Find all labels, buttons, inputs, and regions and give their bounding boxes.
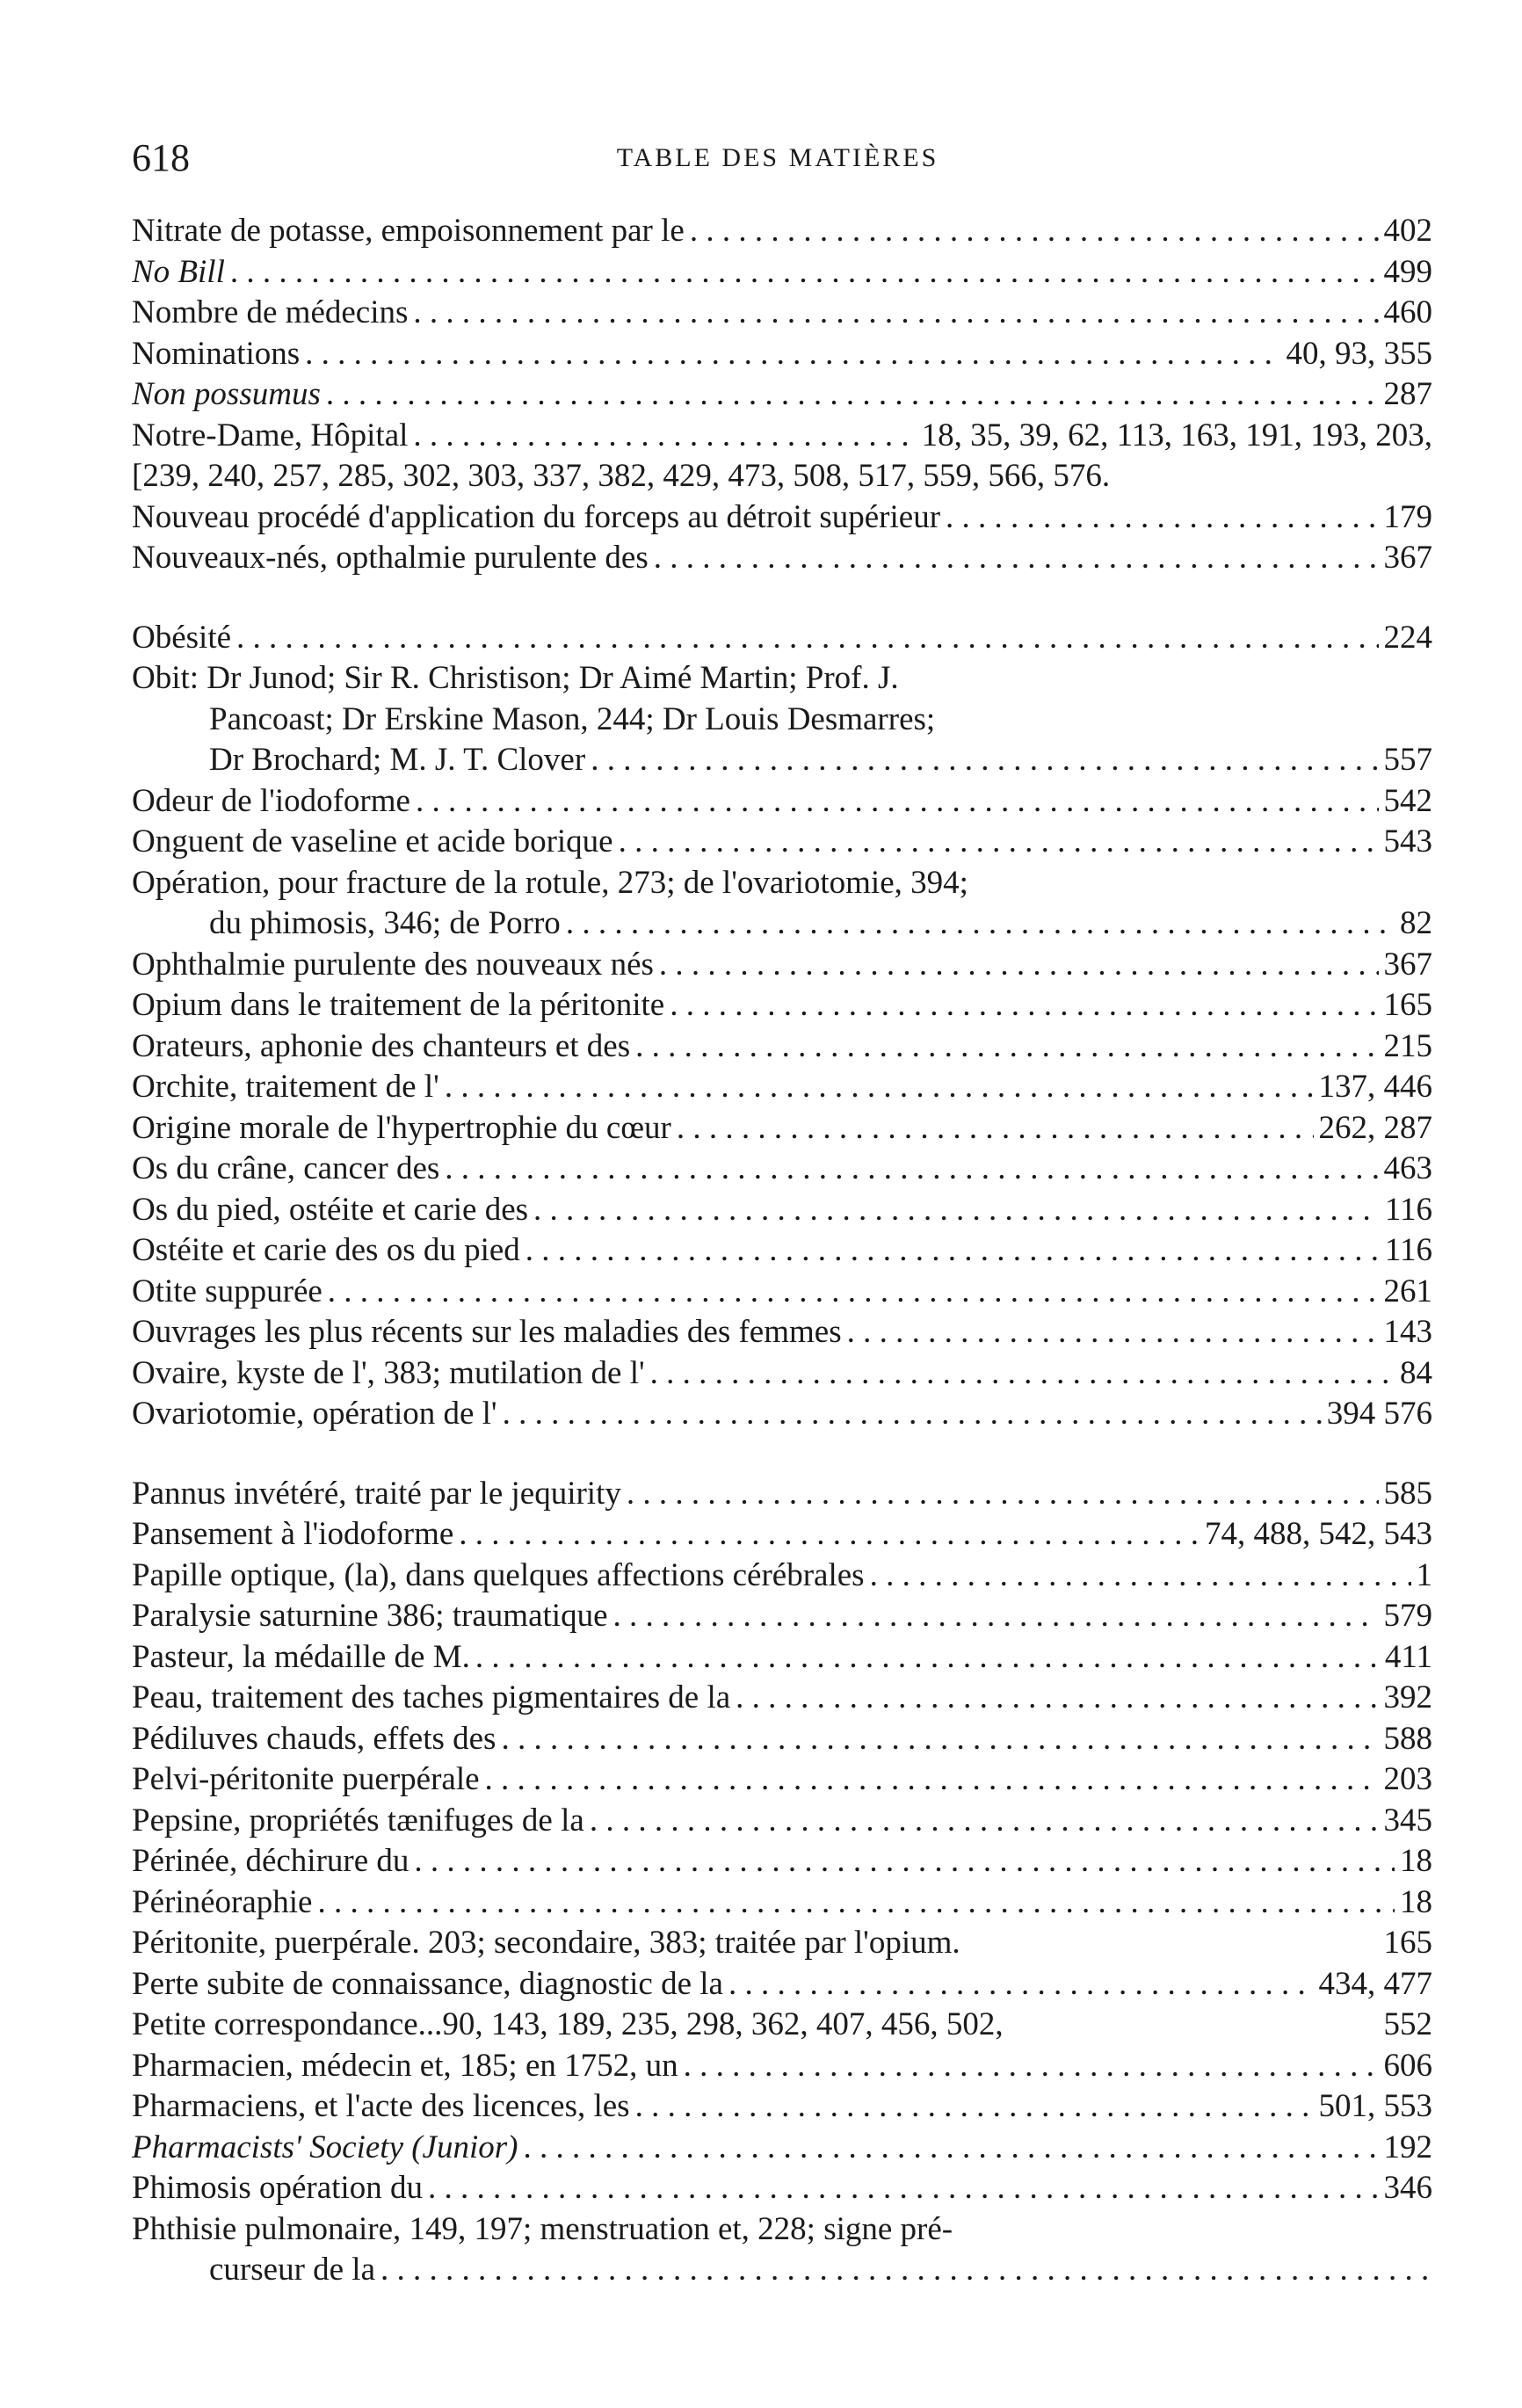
dot-leader [635, 1026, 1378, 1068]
page-refs: 287 [1383, 376, 1432, 412]
index-entry [132, 1678, 1432, 1719]
page-refs: 463 [1383, 1150, 1432, 1186]
dot-leader [591, 740, 1378, 781]
entry-text: Ostéite et carie des os du pied [132, 1232, 520, 1268]
dot-leader [650, 1353, 1395, 1395]
index-line [132, 1514, 1432, 1556]
page-refs: 224 [1383, 619, 1432, 656]
dot-leader [475, 1637, 1380, 1679]
dot-leader [677, 1108, 1314, 1150]
index-line [132, 740, 1432, 781]
page-number: 618 [132, 136, 190, 179]
index-line [132, 863, 1432, 904]
index-line [132, 1230, 1432, 1272]
page-refs: 501, 553 [1318, 2088, 1432, 2124]
entry-text: Pharmacists' Society (Junior) [132, 2129, 518, 2165]
page-refs: 557 [1383, 742, 1432, 778]
page-refs: 499 [1383, 253, 1432, 290]
page-refs: 179 [1383, 498, 1432, 535]
page-refs: 460 [1383, 294, 1432, 330]
dot-leader [533, 1190, 1380, 1231]
index-entry [132, 1108, 1432, 1150]
index-line [132, 2086, 1432, 2128]
dot-leader [627, 1474, 1379, 1515]
index-entry [132, 1353, 1432, 1395]
entry-text: Péritonite, puerpérale. 203; secondaire, 383; traitée par l'opium. [132, 1925, 960, 1961]
entry-text: [239, 240, 257, 285, 302, 303, 337, 382, 429, 473, 508, 517, 559, 566, 576. [132, 458, 1111, 494]
index-line [132, 985, 1432, 1026]
dot-leader [690, 211, 1379, 252]
entry-text: Os du crâne, cancer des [132, 1150, 440, 1186]
index-line [132, 1394, 1432, 1435]
index-entry [132, 1964, 1432, 2005]
page-refs: 262, 287 [1318, 1109, 1432, 1146]
dot-leader [445, 1149, 1378, 1190]
entry-text: Orateurs, aphonie des chanteurs et des [132, 1027, 631, 1064]
page-refs: 585 [1383, 1475, 1432, 1512]
index-line [132, 211, 1432, 252]
entry-text: Ophthalmie purulente des nouveaux nés [132, 946, 654, 983]
page-refs: 261 [1383, 1273, 1432, 1309]
index-section [132, 211, 1432, 579]
dot-leader [670, 985, 1378, 1026]
entry-text: Pasteur, la médaille de M. [132, 1638, 470, 1675]
entry-text: Pharmacien, médecin et, 185; en 1752, un [132, 2047, 678, 2084]
dot-leader [317, 1882, 1395, 1924]
dot-leader [501, 1719, 1378, 1760]
entry-text: No Bill [132, 253, 225, 290]
index-line [132, 1190, 1432, 1231]
entry-text: Pepsine, propriétés tænifuges de la [132, 1802, 584, 1839]
index-line [132, 456, 1432, 497]
entry-text: Opium dans le traitement de la péritonite [132, 987, 665, 1023]
page-refs: 411 [1384, 1638, 1432, 1675]
dot-leader [870, 1556, 1411, 1597]
page-refs: 137, 446 [1318, 1069, 1432, 1105]
dot-leader [326, 374, 1379, 416]
index-line [132, 618, 1432, 659]
index-entry [132, 822, 1432, 863]
entry-text: Pannus invétéré, traité par le jequirity [132, 1475, 621, 1512]
dot-leader [503, 1394, 1322, 1435]
page-refs: 392 [1383, 1679, 1432, 1715]
index-line [132, 2005, 1432, 2046]
index-entry [132, 211, 1432, 252]
index-body [132, 211, 1432, 2291]
entry-text: Opération, pour fracture de la rotule, 273; de l'ovariotomie, 394; [132, 864, 968, 901]
index-line [132, 497, 1432, 539]
index-line [132, 1312, 1432, 1353]
index-entry [132, 416, 1432, 497]
entry-text: Perte subite de connaissance, diagnostic de la [132, 1965, 723, 2002]
page-refs: 18 [1400, 1843, 1432, 1879]
index-entry [132, 2209, 1432, 2291]
dot-leader [847, 1312, 1379, 1353]
dot-leader [230, 252, 1379, 294]
dot-leader [736, 1678, 1378, 1719]
dot-leader [416, 781, 1379, 823]
index-line [132, 538, 1432, 579]
index-line [132, 2250, 1432, 2291]
index-line [132, 2168, 1432, 2209]
entry-text: Orchite, traitement de l' [132, 1069, 439, 1105]
entry-text: Papille optique, (la), dans quelques affections cérébrales [132, 1556, 865, 1593]
page-refs: 215 [1383, 1027, 1432, 1064]
index-line [132, 293, 1432, 334]
index-line [132, 658, 1432, 700]
index-line [132, 700, 1432, 741]
index-entry [132, 1394, 1432, 1435]
page-refs: 606 [1383, 2047, 1432, 2084]
page-refs: 116 [1384, 1232, 1432, 1268]
dot-leader [485, 1759, 1379, 1801]
index-entry [132, 2005, 1432, 2046]
page-header [132, 132, 1424, 185]
dot-leader [566, 903, 1395, 945]
page-refs: 116 [1384, 1191, 1432, 1228]
dot-leader [459, 1514, 1199, 1556]
index-entry [132, 985, 1432, 1026]
entry-text: Paralysie saturnine 386; traumatique [132, 1598, 608, 1634]
index-entry [132, 1190, 1432, 1231]
index-entry [132, 374, 1432, 416]
index-line [132, 1026, 1432, 1068]
dot-leader [635, 2086, 1314, 2128]
index-line [132, 1637, 1432, 1679]
index-line [132, 781, 1432, 823]
index-entry [132, 945, 1432, 986]
running-head: TABLE DES MATIÈRES [616, 143, 939, 172]
index-entry [132, 1841, 1432, 1882]
page-refs: 82 [1400, 905, 1432, 941]
dot-leader [428, 2168, 1379, 2209]
entry-text: Pancoast; Dr Erskine Mason, 244; Dr Louis Desmarres; [209, 700, 936, 737]
entry-text: Phthisie pulmonaire, 149, 197; menstruation et, 228; signe pré- [132, 2210, 953, 2247]
index-entry [132, 1149, 1432, 1190]
entry-text: Origine morale de l'hypertrophie du cœur [132, 1109, 671, 1146]
index-line [132, 334, 1432, 375]
index-entry [132, 1312, 1432, 1353]
page-refs: 143 [1383, 1314, 1432, 1350]
index-entry [132, 2046, 1432, 2087]
page-refs: 552 [1383, 2006, 1432, 2042]
page-refs: 84 [1400, 1354, 1432, 1391]
index-line [132, 1841, 1432, 1882]
index-line [132, 1067, 1432, 1108]
index-line [132, 1149, 1432, 1190]
index-line [132, 822, 1432, 863]
index-line [132, 2128, 1432, 2169]
entry-text: Notre-Dame, Hôpital [132, 417, 409, 453]
index-entry [132, 1596, 1432, 1637]
index-line [132, 1923, 1432, 1964]
index-entry [132, 1067, 1432, 1108]
page-refs: 367 [1383, 540, 1432, 576]
index-line [132, 1596, 1432, 1637]
entry-text: Petite correspondance...90, 143, 189, 235, 298, 362, 407, 456, 502, [132, 2006, 1004, 2042]
page-refs: 394 576 [1326, 1396, 1432, 1432]
entry-text: Nouveaux-nés, opthalmie purulente des [132, 540, 649, 576]
dot-leader [445, 1067, 1314, 1108]
entry-text: curseur de la [209, 2252, 376, 2288]
index-entry [132, 293, 1432, 334]
entry-text: Onguent de vaseline et acide borique [132, 823, 613, 859]
entry-text: Pédiluves chauds, effets des [132, 1720, 496, 1757]
index-entry [132, 252, 1432, 294]
index-entry [132, 1230, 1432, 1272]
page-refs: 18 [1400, 1883, 1432, 1920]
index-line [132, 1801, 1432, 1842]
dot-leader [380, 2250, 1427, 2291]
entry-text: Nitrate de potasse, empoisonnement par le [132, 213, 685, 249]
entry-text: Phimosis opération du [132, 2170, 423, 2206]
entry-text: Pelvi-péritonite puerpérale [132, 1761, 480, 1797]
index-entry [132, 781, 1432, 823]
index-entry [132, 1474, 1432, 1515]
page-refs: 579 [1383, 1598, 1432, 1634]
index-entry [132, 618, 1432, 659]
index-line [132, 374, 1432, 416]
entry-text: du phimosis, 346; de Porro [209, 905, 561, 941]
index-line [132, 1353, 1432, 1395]
dot-leader [654, 538, 1379, 579]
dot-leader [728, 1964, 1314, 2005]
index-entry [132, 863, 1432, 945]
index-line [132, 1759, 1432, 1801]
index-entry [132, 334, 1432, 375]
index-entry [132, 497, 1432, 539]
dot-leader [613, 1596, 1379, 1637]
entry-text: Dr Brochard; M. J. T. Clover [209, 742, 586, 778]
entry-text: Obit: Dr Junod; Sir R. Christison; Dr Aimé Martin; Prof. J. [132, 660, 899, 696]
entry-text: Os du pied, ostéite et carie des [132, 1191, 529, 1228]
dot-leader [684, 2046, 1379, 2087]
dot-leader [414, 1841, 1395, 1882]
page-refs: 402 [1383, 213, 1432, 249]
index-line [132, 1556, 1432, 1597]
index-line [132, 945, 1432, 986]
entry-text: Périnéoraphie [132, 1883, 313, 1920]
index-entry [132, 1719, 1432, 1760]
dot-leader [525, 1230, 1380, 1272]
entry-text: Ouvrages les plus récents sur les maladies des femmes [132, 1314, 842, 1350]
index-entry [132, 658, 1432, 781]
entry-text: Ovaire, kyste de l', 383; mutilation de l' [132, 1354, 645, 1391]
dot-leader [413, 416, 916, 457]
entry-text: Pharmaciens, et l'acte des licences, les [132, 2088, 630, 2124]
dot-leader [413, 293, 1378, 334]
entry-text: Nouveau procédé d'application du forceps au détroit supérieur [132, 498, 941, 535]
entry-text: Nombre de médecins [132, 294, 409, 330]
entry-text: Non possumus [132, 376, 321, 412]
index-section [132, 618, 1432, 1435]
index-line [132, 252, 1432, 294]
page-refs: 346 [1383, 2170, 1432, 2206]
index-section [132, 1474, 1432, 2291]
page-refs: 434, 477 [1318, 1965, 1432, 2002]
dot-leader [946, 497, 1378, 539]
entry-text: Pansement à l'iodoforme [132, 1516, 454, 1552]
index-entry [132, 1801, 1432, 1842]
page-refs: 367 [1383, 946, 1432, 983]
page-refs: 542 [1383, 782, 1432, 819]
entry-text: Obésité [132, 619, 232, 656]
index-entry [132, 2128, 1432, 2169]
index-line [132, 903, 1432, 945]
index-entry [132, 1759, 1432, 1801]
entry-text: Nominations [132, 335, 301, 372]
entry-text: Ovariotomie, opération de l' [132, 1396, 497, 1432]
page-refs: 203 [1383, 1761, 1432, 1797]
index-entry [132, 1556, 1432, 1597]
page-refs: 40, 93, 355 [1286, 335, 1432, 372]
index-line [132, 1964, 1432, 2005]
page-refs: 74, 488, 542, 543 [1205, 1516, 1432, 1552]
index-entry [132, 538, 1432, 579]
index-line [132, 2209, 1432, 2251]
dot-leader [590, 1801, 1379, 1842]
index-entry [132, 2168, 1432, 2209]
index-entry [132, 1637, 1432, 1679]
dot-leader [328, 1272, 1379, 1313]
page-refs: 588 [1383, 1720, 1432, 1757]
dot-leader [619, 822, 1379, 863]
page-refs: 1 [1416, 1556, 1432, 1593]
page-refs: 165 [1383, 987, 1432, 1023]
entry-text: Peau, traitement des taches pigmentaires de la [132, 1679, 731, 1715]
entry-text: Odeur de l'iodoforme [132, 782, 410, 819]
index-line [132, 1678, 1432, 1719]
dot-leader [523, 2128, 1378, 2169]
dot-leader [236, 618, 1378, 659]
index-line [132, 416, 1432, 457]
dot-leader [659, 945, 1379, 986]
index-entry [132, 1272, 1432, 1313]
page-refs: 18, 35, 39, 62, 113, 163, 191, 193, 203, [921, 417, 1432, 453]
index-line [132, 1272, 1432, 1313]
index-entry [132, 1882, 1432, 1924]
entry-text: Périnée, déchirure du [132, 1843, 409, 1879]
dot-leader [305, 334, 1280, 375]
index-entry [132, 1514, 1432, 1556]
index-line [132, 1882, 1432, 1924]
index-entry [132, 1026, 1432, 1068]
index-line [132, 1474, 1432, 1515]
page-refs: 192 [1383, 2129, 1432, 2165]
index-line [132, 1719, 1432, 1760]
index-line [132, 1108, 1432, 1150]
page-refs: 543 [1383, 823, 1432, 859]
entry-text: Otite suppurée [132, 1273, 323, 1309]
index-entry [132, 2086, 1432, 2128]
index-entry [132, 1923, 1432, 1964]
page-refs: 345 [1383, 1802, 1432, 1839]
index-line [132, 2046, 1432, 2087]
page-refs: 165 [1383, 1925, 1432, 1961]
